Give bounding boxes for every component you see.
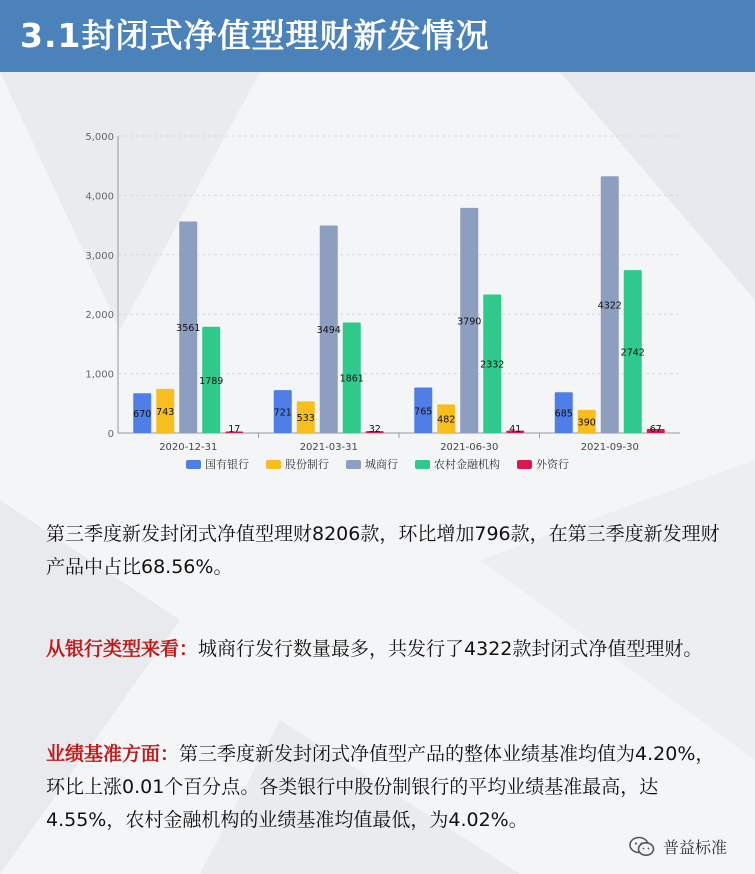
data-label: 2332 — [480, 359, 505, 371]
data-label: 533 — [296, 413, 315, 425]
data-label: 1861 — [339, 373, 364, 385]
data-label: 17 — [228, 424, 241, 435]
data-label: 482 — [437, 414, 456, 426]
wechat-icon — [629, 836, 655, 858]
chart-area — [0, 72, 755, 492]
chart-legend — [186, 456, 569, 472]
x-tick-label: 2021-09-30 — [580, 442, 639, 453]
legend-label: 外资行 — [536, 458, 569, 471]
y-tick-label: 5,000 — [85, 132, 114, 143]
data-label: 390 — [577, 417, 596, 429]
benchmark-text: 第三季度新发封闭式净值型产品的整体业绩基准均值为4.20%，环比上涨0.01个百分点。各类银行中股份制银行的平均业绩基准最高，达4.55%，农村金融机构的业绩基准均值最低，为4.02%。 — [46, 743, 715, 831]
bar-chart — [0, 72, 755, 492]
legend-swatch — [186, 460, 201, 469]
data-label: 3494 — [316, 325, 341, 337]
y-tick-label: 2,000 — [85, 310, 114, 322]
legend-item — [266, 456, 329, 472]
x-tick-label: 2021-03-31 — [299, 442, 358, 453]
x-tick-label: 2020-12-31 — [159, 442, 218, 453]
legend-label: 股份制行 — [285, 458, 329, 471]
data-label: 685 — [554, 408, 573, 420]
summary-text: 第三季度新发封闭式净值型理财8206款，环比增加796款，在第三季度新发理财产品中占比68.56%。 — [46, 523, 720, 578]
bank-type-label: 从银行类型来看： — [46, 638, 199, 660]
watermark-label: 普益标准 — [662, 838, 727, 857]
bank-type-paragraph — [46, 633, 726, 666]
page-header — [0, 0, 755, 72]
summary-paragraph — [46, 518, 726, 584]
legend-swatch — [346, 460, 361, 469]
data-label: 3561 — [176, 323, 201, 335]
data-label: 1789 — [199, 375, 224, 387]
y-tick-label: 3,000 — [85, 250, 114, 262]
data-label: 67 — [649, 424, 662, 435]
x-tick-label: 2021-06-30 — [440, 442, 499, 453]
y-tick-label: 0 — [107, 429, 114, 440]
benchmark-label: 业绩基准方面： — [46, 743, 180, 765]
legend-item — [346, 456, 398, 472]
data-label: 4322 — [597, 300, 622, 312]
data-label: 721 — [273, 407, 292, 419]
data-label: 2742 — [620, 347, 645, 359]
data-label: 765 — [414, 406, 433, 418]
page-title: 3.1封闭式净值型理财新发情况 — [20, 16, 490, 55]
legend-swatch — [517, 460, 532, 469]
data-label: 3790 — [457, 316, 482, 328]
data-label: 41 — [509, 424, 522, 435]
legend-item — [517, 456, 569, 472]
legend-swatch — [415, 460, 430, 469]
legend-label: 国有银行 — [205, 458, 249, 471]
y-tick-label: 1,000 — [85, 369, 114, 381]
legend-item — [415, 456, 500, 472]
watermark — [629, 835, 727, 858]
legend-label: 城商行 — [365, 458, 398, 471]
legend-label: 农村金融机构 — [434, 458, 500, 471]
legend-item — [186, 456, 249, 472]
data-label: 32 — [368, 424, 381, 435]
bank-type-text: 城商行发行数量最多，共发行了4322款封闭式净值型理财。 — [198, 638, 703, 660]
legend-swatch — [266, 460, 281, 469]
benchmark-paragraph — [46, 738, 726, 837]
y-tick-label: 4,000 — [85, 191, 114, 203]
data-label: 670 — [133, 409, 152, 421]
data-label: 743 — [156, 406, 175, 418]
